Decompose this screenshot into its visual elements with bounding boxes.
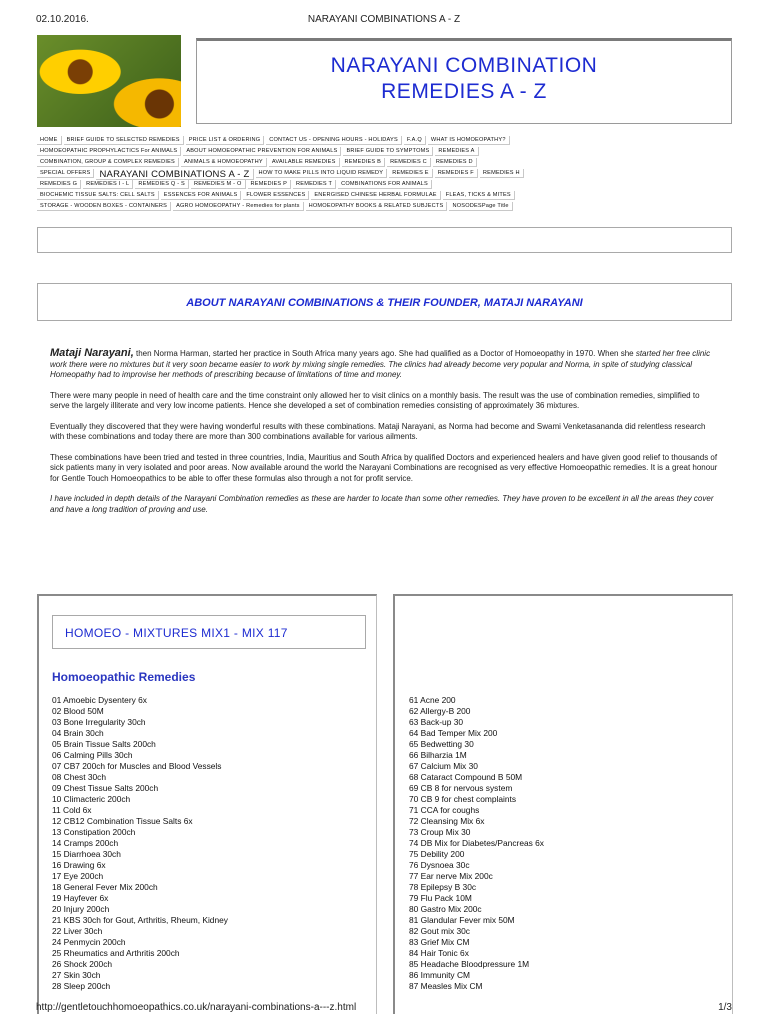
remedy-item: 06 Calming Pills 30ch [52, 750, 133, 760]
remedy-item: 67 Calcium Mix 30 [409, 761, 478, 771]
nav-link[interactable]: REMEDIES Q - S [135, 180, 189, 189]
remedy-item: 11 Cold 6x [52, 805, 92, 815]
nav-link[interactable]: HOW TO MAKE PILLS INTO LIQUID REMEDY [256, 169, 388, 178]
remedy-item: 86 Immunity CM [409, 970, 470, 980]
nav-link[interactable]: F.A.Q [404, 136, 426, 145]
nav-link[interactable]: FLOWER ESSENCES [243, 191, 309, 200]
remedy-item: 05 Brain Tissue Salts 200ch [52, 739, 156, 749]
founder-name: Mataji Narayani, [50, 347, 134, 359]
nav-link[interactable]: NARAYANI COMBINATIONS A - Z [96, 169, 253, 180]
nav-link[interactable]: COMBINATIONS FOR ANIMALS [338, 180, 432, 189]
about-heading: ABOUT NARAYANI COMBINATIONS & THEIR FOUNDER, MATAJI NARAYANI [186, 297, 583, 309]
nav-row [37, 202, 732, 213]
nav-link[interactable]: BIOCHEMIC TISSUE SALTS: CELL SALTS [37, 191, 159, 200]
intro-note: I have included in depth details of the Narayani Combination remedies as these are harder to locate than some other remedies. They have proven to be excellent in all the areas they cover and have a long tradition of proving and use. [50, 494, 714, 514]
nav-link[interactable]: AGRO HOMOEOPATHY - Remedies for plants [173, 202, 304, 211]
remedy-item: 01 Amoebic Dysentery 6x [52, 695, 147, 705]
nav-link[interactable]: REMEDIES B [342, 158, 386, 167]
remedy-item: 13 Constipation 200ch [52, 827, 136, 837]
remedy-item: 21 KBS 30ch for Gout, Arthritis, Rheum, Kidney [52, 915, 228, 925]
remedy-item: 18 General Fever Mix 200ch [52, 882, 158, 892]
nav-link[interactable]: ANIMALS & HOMOEOPATHY [181, 158, 267, 167]
site-title-box [196, 38, 732, 124]
remedy-item: 68 Cataract Compound B 50M [409, 772, 523, 782]
remedy-item: 64 Bad Temper Mix 200 [409, 728, 498, 738]
intro-p4: These combinations have been tried and tested in three countries, India, Mauritius and South Africa by qualified Doctors and experienced healers and have given good relief to thousands of sick patients many in very isolated and poor areas. Now available around the world the Narayani Combinations are recognised as very effective Homoeopathic remedies. It is a great honour for Gentle Touch Homoeopathics to be able to offer these formulas also through a not for profit service. [50, 452, 718, 483]
nav-link[interactable]: AVAILABLE REMEDIES [269, 158, 340, 167]
remedy-item: 04 Brain 30ch [52, 728, 104, 738]
intro-p2: There were many people in need of health care and the time constraint only allowed her to visit clinics on a monthly basis. The result was the use of combination remedies, simplified to serve the largely illiterate and very low income patients. Hence she developed a set of combination remedies consisting of approximately 36 mixtures. [50, 390, 700, 410]
remedy-item: 76 Dysnoea 30c [409, 860, 470, 870]
main-navigation [37, 136, 732, 213]
nav-link[interactable]: ABOUT HOMOEOPATHIC PREVENTION FOR ANIMALS [183, 147, 341, 156]
sunflower-logo [37, 35, 181, 127]
site-title-line2: REMEDIES A - Z [381, 80, 547, 103]
nav-link[interactable]: REMEDIES P [248, 180, 292, 189]
remedy-item: 15 Diarrhoea 30ch [52, 849, 121, 859]
nav-link[interactable]: STORAGE - WOODEN BOXES - CONTAINERS [37, 202, 171, 211]
mix-heading: HOMOEO - MIXTURES MIX1 - MIX 117 [65, 626, 288, 640]
remedy-item: 73 Croup Mix 30 [409, 827, 471, 837]
remedies-list-left [52, 695, 228, 992]
remedy-item: 85 Headache Bloodpressure 1M [409, 959, 530, 969]
remedy-item: 82 Gout mix 30c [409, 926, 470, 936]
remedies-list-right [409, 695, 544, 992]
remedy-item: 10 Climacteric 200ch [52, 794, 131, 804]
nav-row [37, 180, 732, 191]
remedy-item: 80 Gastro Mix 200c [409, 904, 482, 914]
remedy-item: 66 Bilharzia 1M [409, 750, 467, 760]
nav-link[interactable]: PRICE LIST & ORDERING [186, 136, 265, 145]
remedy-item: 08 Chest 30ch [52, 772, 107, 782]
remedy-item: 28 Sleep 200ch [52, 981, 111, 991]
nav-link[interactable]: CONTACT US - OPENING HOURS - HOLIDAYS [266, 136, 402, 145]
remedy-item: 03 Bone Irregularity 30ch [52, 717, 146, 727]
nav-link[interactable]: REMEDIES M - O [191, 180, 246, 189]
nav-row [37, 191, 732, 202]
print-date: 02.10.2016. [36, 14, 89, 25]
nav-link[interactable]: REMEDIES F [435, 169, 478, 178]
remedy-item: 22 Liver 30ch [52, 926, 103, 936]
nav-link[interactable]: ENERGISED CHINESE HERBAL FORMULAE [311, 191, 440, 200]
intro-p3: Eventually they discovered that they were having wonderful results with these combinations. Mataji Narayani, as Norma had become and Swami Venketasananda did relentless research with these combinations and today there are more than 300 combinations available for various ailments. [50, 421, 706, 441]
print-header [36, 14, 732, 28]
mix-heading-box [52, 615, 366, 649]
nav-link[interactable]: BRIEF GUIDE TO SYMPTOMS [343, 147, 433, 156]
nav-link[interactable]: BRIEF GUIDE TO SELECTED REMEDIES [64, 136, 184, 145]
remedies-right-column [393, 594, 733, 1014]
remedy-item: 65 Bedwetting 30 [409, 739, 474, 749]
remedy-item: 19 Hayfever 6x [52, 893, 109, 903]
nav-link[interactable]: HOMOEOPATHY BOOKS & RELATED SUBJECTS [306, 202, 448, 211]
remedy-item: 12 CB12 Combination Tissue Salts 6x [52, 816, 193, 826]
about-heading-box [37, 283, 732, 321]
nav-row [37, 147, 732, 158]
nav-link[interactable]: REMEDIES C [387, 158, 431, 167]
nav-link[interactable]: HOMOEOPATHIC PROPHYLACTICS For ANIMALS [37, 147, 181, 156]
remedy-item: 07 CB7 200ch for Muscles and Blood Vessels [52, 761, 222, 771]
print-url: http://gentletouchhomoeopathics.co.uk/narayani-combinations-a---z.html [36, 1002, 357, 1013]
remedies-heading: Homoeopathic Remedies [52, 670, 196, 684]
nav-link[interactable]: REMEDIES D [433, 158, 477, 167]
remedy-item: 84 Hair Tonic 6x [409, 948, 469, 958]
remedy-item: 77 Ear nerve Mix 200c [409, 871, 493, 881]
remedy-item: 83 Grief Mix CM [409, 937, 470, 947]
nav-link[interactable]: REMEDIES I - L [83, 180, 133, 189]
remedy-item: 70 CB 9 for chest complaints [409, 794, 517, 804]
remedy-item: 20 Injury 200ch [52, 904, 110, 914]
intro-text [50, 348, 720, 525]
nav-link[interactable]: WHAT IS HOMOEOPATHY? [428, 136, 510, 145]
nav-link[interactable]: COMBINATION, GROUP & COMPLEX REMEDIES [37, 158, 179, 167]
remedy-item: 09 Chest Tissue Salts 200ch [52, 783, 159, 793]
intro-p1-a: then Norma Harman, started her practice in South Africa many years ago. She had qualified as a Doctor of Homoeopathy in 1970. When she [133, 349, 636, 358]
site-title-line1: NARAYANI COMBINATION [330, 54, 598, 77]
remedy-item: 14 Cramps 200ch [52, 838, 119, 848]
print-title: NARAYANI COMBINATIONS A - Z [307, 14, 461, 25]
empty-content-box [37, 227, 732, 253]
remedy-item: 74 DB Mix for Diabetes/Pancreas 6x [409, 838, 544, 848]
remedy-item: 17 Eye 200ch [52, 871, 104, 881]
nav-row [37, 136, 732, 147]
remedy-item: 87 Measles Mix CM [409, 981, 483, 991]
remedies-left-column [37, 594, 377, 1014]
intro-p1-b: started her free clinic work there were no mixtures but it very soon became easier to work by mixing single remedies. The clinics had already become very popular and Norma, in spite of studying classical Homeopathy had to improvise her methods of prescribing because of limitations of time and money. [50, 349, 711, 379]
remedy-item: 72 Cleansing Mix 6x [409, 816, 485, 826]
nav-link[interactable]: REMEDIES G [37, 180, 81, 189]
remedy-item: 24 Penmycin 200ch [52, 937, 126, 947]
remedy-item: 16 Drawing 6x [52, 860, 106, 870]
remedy-item: 27 Skin 30ch [52, 970, 101, 980]
remedy-item: 75 Debility 200 [409, 849, 465, 859]
remedy-item: 26 Shock 200ch [52, 959, 113, 969]
nav-link[interactable]: SPECIAL OFFERS [37, 169, 94, 178]
nav-link[interactable]: HOME [37, 136, 62, 145]
nav-link[interactable]: NOSODESPage Title [449, 202, 512, 211]
print-footer [36, 1002, 732, 1016]
print-page-number: 1/3 [718, 1002, 732, 1013]
nav-link[interactable]: ESSENCES FOR ANIMALS [161, 191, 242, 200]
remedy-item: 81 Glandular Fever mix 50M [409, 915, 515, 925]
nav-row [37, 169, 732, 180]
nav-link[interactable]: REMEDIES T [293, 180, 336, 189]
nav-link[interactable]: REMEDIES H [480, 169, 524, 178]
remedy-item: 61 Acne 200 [409, 695, 456, 705]
remedy-item: 02 Blood 50M [52, 706, 104, 716]
remedy-item: 71 CCA for coughs [409, 805, 480, 815]
remedy-item: 63 Back-up 30 [409, 717, 464, 727]
remedy-item: 79 Flu Pack 10M [409, 893, 472, 903]
nav-row [37, 158, 732, 169]
remedy-item: 69 CB 8 for nervous system [409, 783, 513, 793]
remedy-item: 25 Rheumatics and Arthritis 200ch [52, 948, 180, 958]
nav-link[interactable]: REMEDIES E [389, 169, 433, 178]
nav-link[interactable]: REMEDIES A [435, 147, 478, 156]
remedy-item: 78 Epilepsy B 30c [409, 882, 477, 892]
nav-link[interactable]: FLEAS, TICKS & MITES [443, 191, 515, 200]
remedy-item: 62 Allergy-B 200 [409, 706, 471, 716]
